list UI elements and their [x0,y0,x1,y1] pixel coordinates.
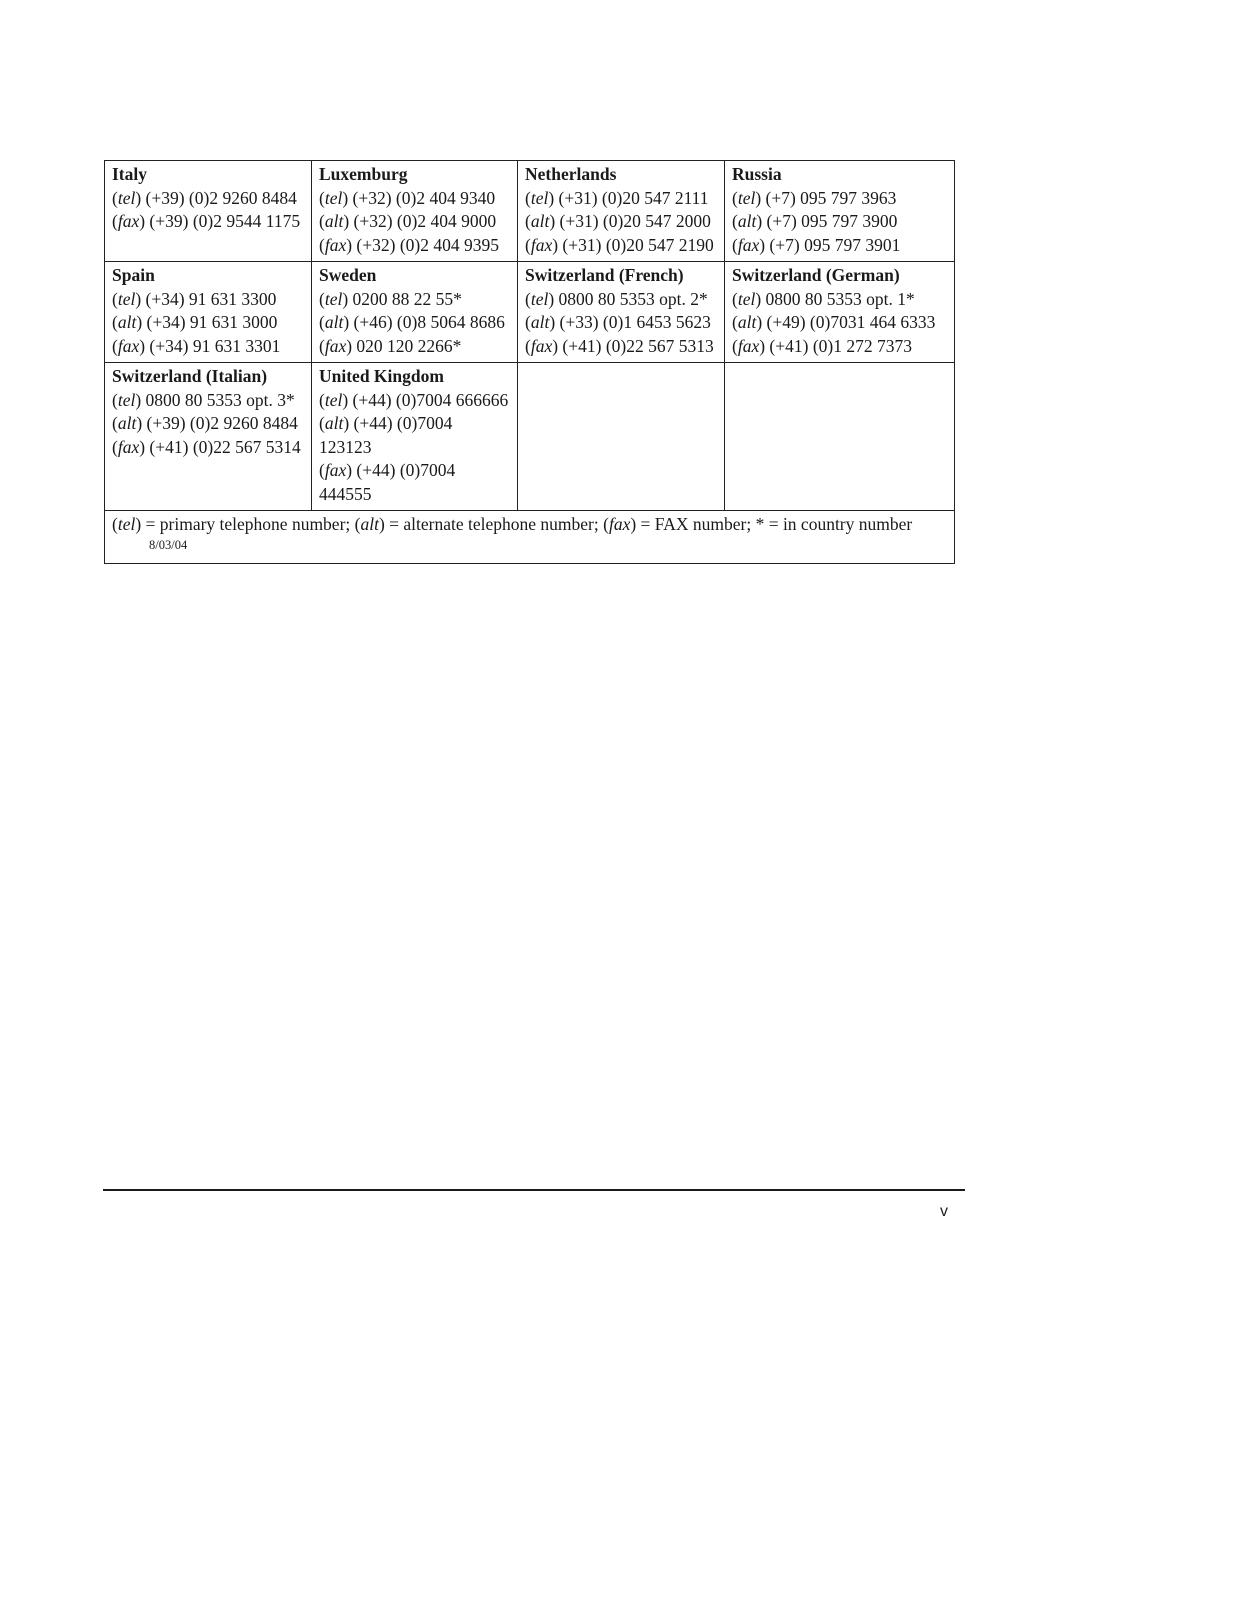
country-name: Luxemburg [319,164,408,184]
contact-line: (fax) (+41) (0)1 272 7373 [732,335,912,356]
contact-line: (fax) (+41) (0)22 567 5314 [112,436,301,457]
contact-line: (alt) (+39) (0)2 9260 8484 [112,413,298,434]
contact-line: (fax) (+31) (0)20 547 2190 [525,234,714,255]
legend-text: (tel) = primary telephone number; (alt) = alternate telephone number; (fax) = FAX number; * = in country number [112,514,913,534]
country-name: Switzerland (French) [525,265,684,285]
legend [105,511,954,563]
contact-cell-switzerland-italian [105,363,312,511]
contact-cell-luxemburg [312,161,518,262]
contact-line: (tel) (+32) (0)2 404 9340 [319,187,496,208]
contact-line: (tel) 0800 80 5353 opt. 1* [732,288,915,309]
contact-line: (alt) (+33) (0)1 6453 5623 [525,312,711,333]
revision-date: 8/03/04 [149,538,188,552]
contact-line: (alt) (+49) (0)7031 464 6333 [732,312,936,333]
contact-cell-italy [105,161,312,262]
country-name: Switzerland (German) [732,265,900,285]
contact-line: (tel) (+31) (0)20 547 2111 [525,187,709,208]
country-name: Italy [112,164,147,184]
contact-cell-netherlands [518,161,725,262]
contact-grid [105,161,954,511]
country-name: Russia [732,164,782,184]
contact-line: (tel) 0200 88 22 55* [319,288,462,309]
country-name: Sweden [319,265,377,285]
contact-cell-russia [725,161,954,262]
contact-line: (tel) 0800 80 5353 opt. 3* [112,389,295,410]
contact-line: (alt) (+31) (0)20 547 2000 [525,211,711,232]
contact-line: (fax) (+41) (0)22 567 5313 [525,335,714,356]
contact-cell-united-kingdom [312,363,518,511]
contact-line: (alt) (+34) 91 631 3000 [112,312,278,333]
contact-line: (tel) 0800 80 5353 opt. 2* [525,288,708,309]
contact-line: (tel) (+39) (0)2 9260 8484 [112,187,297,208]
contact-cell-switzerland-german [725,262,954,363]
contact-line: (fax) 020 120 2266* [319,335,462,356]
country-name: Netherlands [525,164,617,184]
contact-line: (alt) (+32) (0)2 404 9000 [319,211,497,232]
contact-line: (tel) (+7) 095 797 3963 [732,187,897,208]
page-number: v [940,1203,948,1220]
contact-line: (fax) (+39) (0)2 9544 1175 [112,211,301,232]
footer-rule [103,1189,965,1191]
empty-cell [725,363,954,511]
country-name: Spain [112,265,155,285]
contact-line: (tel) (+34) 91 631 3300 [112,288,277,309]
empty-cell [518,363,725,511]
country-name: United Kingdom [319,366,444,386]
contact-line: (fax) (+44) (0)7004 444555 [319,460,456,504]
contact-cell-switzerland-french [518,262,725,363]
contact-line: (alt) (+46) (0)8 5064 8686 [319,312,505,333]
contact-cell-spain [105,262,312,363]
contact-line: (alt) (+44) (0)7004 123123 [319,413,453,457]
contact-line: (tel) (+44) (0)7004 666666 [319,389,509,410]
contact-line: (fax) (+34) 91 631 3301 [112,335,281,356]
contact-line: (fax) (+7) 095 797 3901 [732,234,901,255]
contact-line: (alt) (+7) 095 797 3900 [732,211,898,232]
contact-table [104,160,955,564]
country-name: Switzerland (Italian) [112,366,268,386]
contact-cell-sweden [312,262,518,363]
contact-line: (fax) (+32) (0)2 404 9395 [319,234,499,255]
